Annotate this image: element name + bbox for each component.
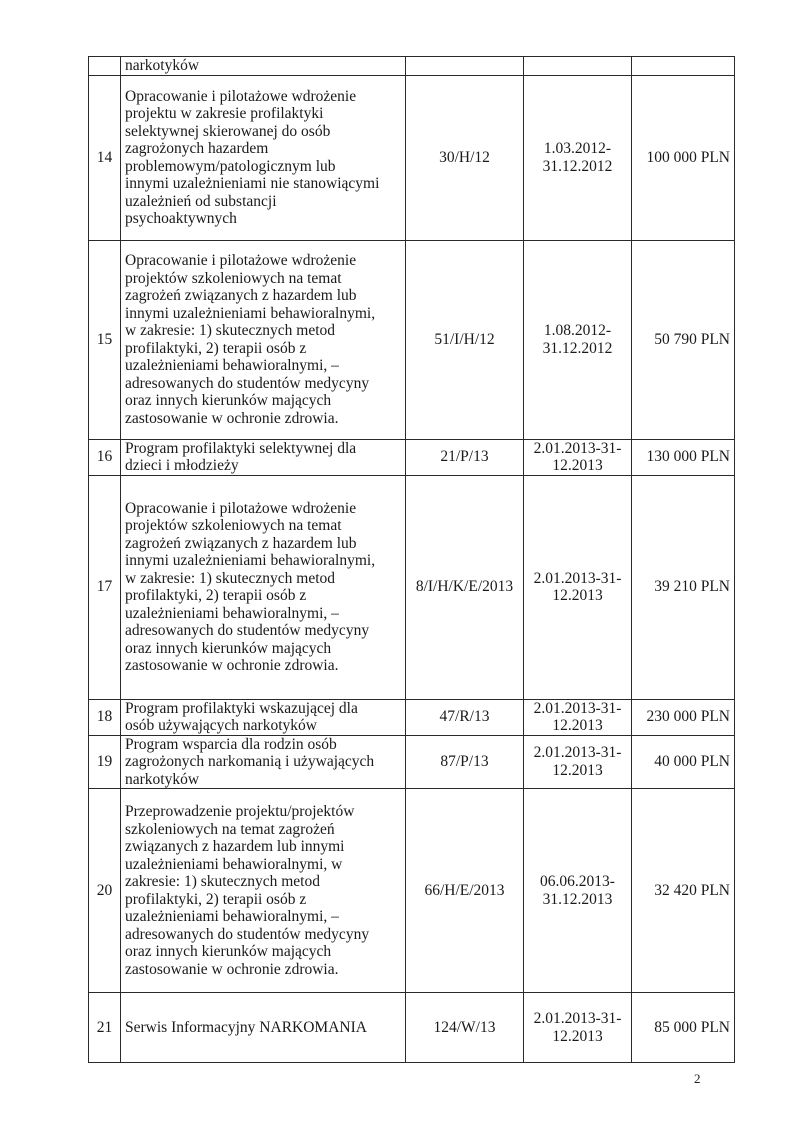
table-row [89, 75, 735, 240]
contract-code: 8/I/H/K/E/2013 [406, 475, 524, 699]
period-line: 2.01.2013-31- [533, 1010, 622, 1027]
description-line: innymi uzależnieniami nie stanowiącymi [125, 175, 380, 192]
implementation-period [524, 699, 632, 735]
description-line: innymi uzależnieniami behawioralnymi, [125, 304, 376, 322]
description-line: Serwis Informacyjny NARKOMANIA [125, 1018, 367, 1036]
description-line: zagrożeń związanych z hazardem lub [125, 287, 357, 304]
task-description [121, 789, 406, 993]
contract-code: 66/H/E/2013 [406, 789, 524, 993]
description-line: w zakresie: 1) skutecznych metod [125, 569, 336, 587]
description-line: projektów szkoleniowych na temat [125, 269, 342, 287]
implementation-period [524, 57, 632, 76]
description-line: profilaktyki, 2) terapii osób z [125, 587, 307, 604]
implementation-period [524, 993, 632, 1063]
table-row [89, 240, 735, 439]
description-line: zakresie: 1) skutecznych metod [125, 873, 320, 890]
description-line: projektów szkoleniowych na temat [125, 517, 342, 534]
task-description [121, 240, 406, 439]
task-description [121, 57, 406, 76]
description-line: selektywnej skierowanej do osób [125, 122, 331, 140]
description-line: uzależnieniami behawioralnymi, – [125, 604, 339, 622]
implementation-period [524, 75, 632, 240]
table-row [89, 475, 735, 699]
description-line: zastosowanie w ochronie zdrowia. [125, 657, 339, 674]
description-line: Przeprowadzenie projektu/projektów [125, 803, 355, 820]
description-line: uzależnień od substancji [125, 192, 277, 210]
description-line: związanych z hazardem lub innymi [125, 838, 345, 855]
implementation-period [524, 475, 632, 699]
funding-amount: 130 000 PLN [632, 439, 735, 475]
implementation-period [524, 789, 632, 993]
period-line: 2.01.2013-31- [533, 569, 622, 587]
row-number: 19 [89, 735, 121, 789]
contract-code: 51/I/H/12 [406, 240, 524, 439]
contract-code: 87/P/13 [406, 735, 524, 789]
row-number: 14 [89, 75, 121, 240]
description-line: zastosowanie w ochronie zdrowia. [125, 960, 339, 978]
description-line: adresowanych do studentów medycyny [125, 374, 370, 392]
description-line: zagrożeń związanych z hazardem lub [125, 534, 357, 552]
description-line: oraz innych kierunków mających [125, 392, 332, 409]
description-line: Opracowanie i pilotażowe wdrożenie [125, 499, 357, 517]
row-number: 15 [89, 240, 121, 439]
table-row [89, 57, 735, 76]
description-line: oraz innych kierunków mających [125, 639, 332, 657]
row-number: 17 [89, 475, 121, 699]
period-line: 12.2013 [552, 717, 603, 734]
funding-amount [632, 57, 735, 76]
funding-amount: 32 420 PLN [632, 789, 735, 993]
period-line: 2.01.2013-31- [533, 699, 622, 717]
table-row [89, 735, 735, 789]
contract-code: 30/H/12 [406, 75, 524, 240]
contract-code [406, 57, 524, 76]
row-number: 16 [89, 439, 121, 475]
description-line: oraz innych kierunków mających [125, 943, 332, 960]
description-line: adresowanych do studentów medycyny [125, 622, 370, 639]
contract-code: 47/R/13 [406, 699, 524, 735]
description-line: narkotyków [125, 57, 200, 74]
funding-amount: 39 210 PLN [632, 475, 735, 699]
task-description [121, 699, 406, 735]
description-line: dzieci i młodzieży [125, 457, 239, 474]
period-line: 12.2013 [552, 761, 603, 779]
period-line: 12.2013 [552, 457, 603, 474]
description-line: psychoaktywnych [125, 210, 237, 227]
funding-amount: 85 000 PLN [632, 993, 735, 1063]
description-line: zagrożonych hazardem [125, 140, 269, 157]
table-row [89, 993, 735, 1063]
task-description [121, 475, 406, 699]
period-line: 31.12.2012 [542, 157, 613, 175]
description-line: uzależnieniami behawioralnymi, w [125, 855, 343, 873]
description-line: Program profilaktyki selektywnej dla [125, 439, 357, 457]
task-description [121, 735, 406, 789]
description-line: narkotyków [125, 770, 200, 788]
implementation-period [524, 240, 632, 439]
description-line: uzależnieniami behawioralnymi, – [125, 357, 339, 374]
description-line: Program profilaktyki wskazującej dla [125, 699, 358, 717]
description-line: profilaktyki, 2) terapii osób z [125, 890, 307, 908]
description-line: profilaktyki, 2) terapii osób z [125, 339, 307, 357]
row-number [89, 57, 121, 76]
description-line: zagrożonych narkomanią i używających [125, 753, 375, 770]
description-line: szkoleniowych na temat zagrożeń [125, 820, 335, 838]
description-line: problemowym/patologicznym lub [125, 157, 336, 175]
funding-amount: 100 000 PLN [632, 75, 735, 240]
task-description [121, 993, 406, 1063]
period-line: 31.12.2012 [542, 339, 613, 357]
period-line: 12.2013 [552, 587, 603, 604]
page-number: 2 [694, 1071, 701, 1086]
description-line: adresowanych do studentów medycyny [125, 925, 370, 943]
row-number: 21 [89, 993, 121, 1063]
row-number: 18 [89, 699, 121, 735]
period-line: 2.01.2013-31- [533, 439, 622, 457]
implementation-period [524, 735, 632, 789]
contract-code: 21/P/13 [406, 439, 524, 475]
period-line: 2.01.2013-31- [533, 744, 622, 762]
description-line: w zakresie: 1) skutecznych metod [125, 322, 336, 339]
period-line: 1.08.2012- [543, 322, 612, 339]
funding-amount: 50 790 PLN [632, 240, 735, 439]
funding-amount: 40 000 PLN [632, 735, 735, 789]
description-line: osób używających narkotyków [125, 717, 317, 734]
implementation-period [524, 439, 632, 475]
description-line: uzależnieniami behawioralnymi, – [125, 908, 339, 925]
period-line: 1.03.2012- [543, 140, 612, 157]
programs-table [88, 56, 735, 1063]
table-row [89, 439, 735, 475]
period-line: 06.06.2013- [540, 873, 615, 890]
task-description [121, 75, 406, 240]
funding-amount: 230 000 PLN [632, 699, 735, 735]
table-row [89, 699, 735, 735]
description-line: innymi uzależnieniami behawioralnymi, [125, 552, 376, 569]
task-description [121, 439, 406, 475]
description-line: zastosowanie w ochronie zdrowia. [125, 409, 339, 427]
table-row [89, 789, 735, 993]
row-number: 20 [89, 789, 121, 993]
contract-code: 124/W/13 [406, 993, 524, 1063]
period-line: 12.2013 [552, 1027, 603, 1045]
period-line: 31.12.2013 [542, 890, 613, 908]
description-line: projektu w zakresie profilaktyki [125, 105, 324, 122]
description-line: Opracowanie i pilotażowe wdrożenie [125, 252, 357, 269]
description-line: Opracowanie i pilotażowe wdrożenie [125, 87, 357, 105]
description-line: Program wsparcia dla rodzin osób [125, 735, 337, 753]
